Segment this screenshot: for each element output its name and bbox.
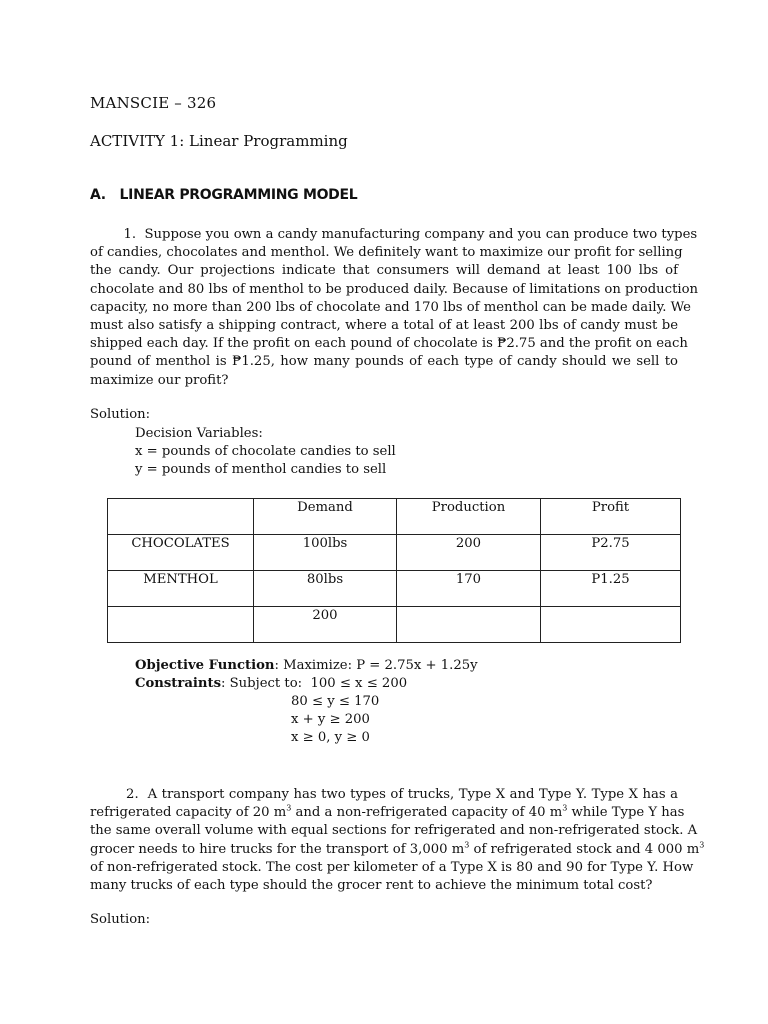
table-cell [108, 607, 254, 643]
objective-text: : Maximize: P = 2.75x + 1.25y [274, 658, 478, 673]
problem-2-text-part: of refrigerated stock and 4 000 m [469, 841, 700, 857]
solution-label-2: Solution: [90, 912, 151, 927]
problem-1-line: chocolate and 80 lbs of menthol to be produced daily. Because of limitations on production [90, 281, 699, 297]
data-table [107, 498, 681, 643]
problem-2-text-part: grocer needs to hire trucks for the transport of 3,000 m [90, 841, 465, 857]
problem-1-line: maximize our profit? [90, 372, 229, 388]
problem-2-text-part: while Type Y has [567, 805, 685, 821]
objective-function [135, 657, 478, 675]
objective-label: Objective Function [135, 658, 275, 673]
section-heading: A. LINEAR PROGRAMMING MODEL [90, 187, 358, 203]
problem-2-text [90, 786, 705, 895]
table-cell: 80lbs [254, 571, 397, 607]
table-header-cell: Profit [541, 499, 681, 535]
solution-label: Solution: [90, 407, 151, 422]
table-row [108, 535, 681, 571]
table-cell: 200 [254, 607, 397, 643]
problem-1-line: the candy. Our projections indicate that consumers will demand at least 100 lbs of [90, 263, 678, 279]
table-cell: P1.25 [541, 571, 681, 607]
problem-2-text-part: and a non-refrigerated capacity of 40 m [291, 805, 563, 821]
table-header-row [108, 499, 681, 535]
problem-2-line: 2. A transport company has two types of trucks, Type X and Type Y. Type X has a [90, 787, 678, 802]
activity-title: ACTIVITY 1: Linear Programming [90, 132, 348, 150]
problem-1-line: capacity, no more than 200 lbs of chocolate and 170 lbs of menthol can be made daily. We [90, 299, 691, 315]
table-cell: 170 [397, 571, 541, 607]
table-cell: 100lbs [254, 535, 397, 571]
table-row [108, 607, 681, 643]
table-cell [397, 607, 541, 643]
constraint-3: x + y ≥ 200 [291, 712, 370, 727]
superscript: 3 [286, 803, 292, 813]
table-header-cell: Demand [254, 499, 397, 535]
problem-1-line: must also satisfy a shipping contract, where a total of at least 200 lbs of candy must be [90, 318, 678, 334]
problem-2-line: many trucks of each type should the grocer rent to achieve the minimum total cost? [90, 878, 653, 894]
course-code: MANSCIE – 326 [90, 94, 217, 112]
constraints-label: Constraints [135, 676, 222, 691]
table-cell: P2.75 [541, 535, 681, 571]
problem-2-line [90, 803, 685, 822]
table-header-cell [108, 499, 254, 535]
problem-1-line: of candies, chocolates and menthol. We definitely want to maximize our profit for selling [90, 245, 683, 261]
problem-2-text-part: refrigerated capacity of 20 m [90, 805, 287, 821]
table-header-cell: Production [397, 499, 541, 535]
superscript: 3 [464, 840, 470, 850]
decision-variables-heading: Decision Variables: [135, 426, 263, 441]
problem-2-line: of non-refrigerated stock. The cost per kilometer of a Type X is 80 and 90 for Type Y. How [90, 859, 694, 875]
constraints [135, 675, 407, 693]
constraint-1: : Subject to: 100 ≤ x ≤ 200 [221, 676, 408, 691]
superscript: 3 [699, 840, 705, 850]
superscript: 3 [562, 803, 568, 813]
problem-1-text [90, 226, 699, 390]
problem-2-line [90, 840, 705, 859]
problem-1-line: 1. Suppose you own a candy manufacturing company and you can produce two types [90, 227, 698, 242]
decision-variable-y: y = pounds of menthol candies to sell [135, 462, 387, 477]
constraint-4: x ≥ 0, y ≥ 0 [291, 730, 370, 745]
table-cell: MENTHOL [108, 571, 254, 607]
problem-2-line: the same overall volume with equal sections for refrigerated and non-refrigerated stock. A [90, 823, 698, 839]
problem-1-line: pound of menthol is ₱1.25, how many pounds of each type of candy should we sell to [90, 354, 678, 370]
decision-variable-x: x = pounds of chocolate candies to sell [135, 444, 396, 459]
problem-1-line: shipped each day. If the profit on each pound of chocolate is ₱2.75 and the profit on each [90, 336, 688, 352]
table-cell: CHOCOLATES [108, 535, 254, 571]
table-cell: 200 [397, 535, 541, 571]
table-row [108, 571, 681, 607]
constraint-2: 80 ≤ y ≤ 170 [291, 694, 380, 709]
table-cell [541, 607, 681, 643]
